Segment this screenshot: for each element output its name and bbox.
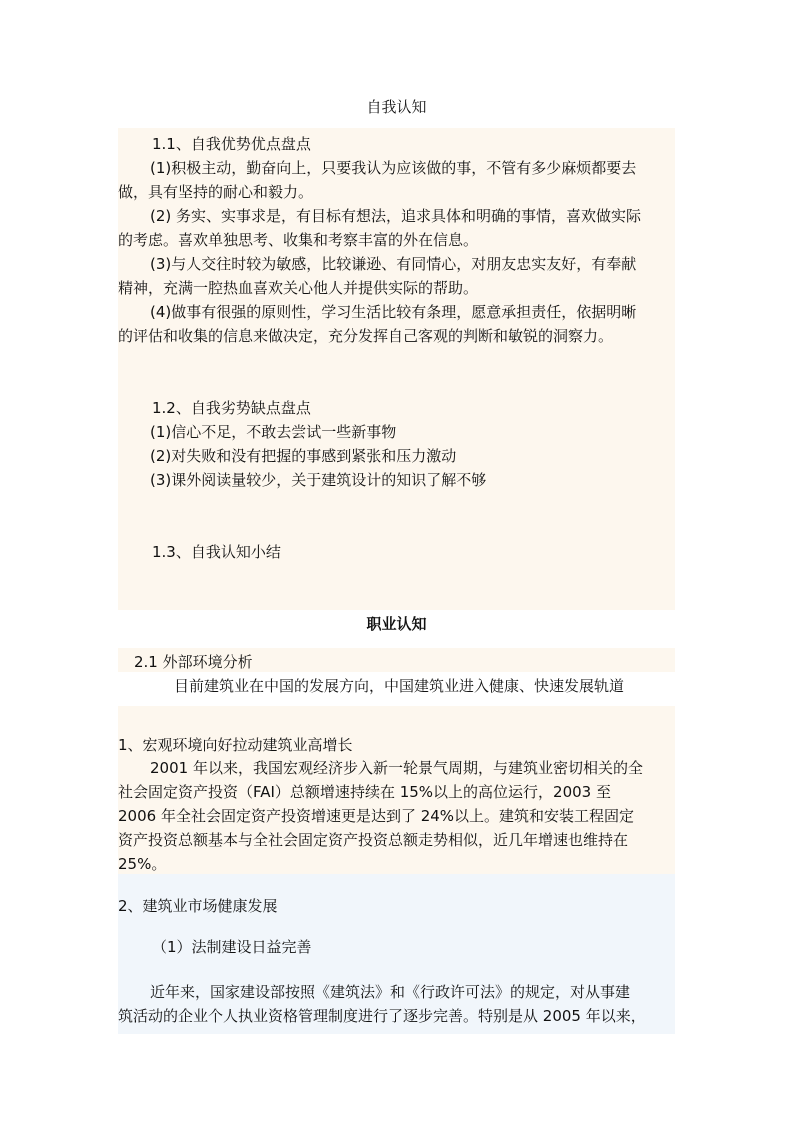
section-title-self-awareness: 自我认知	[366, 98, 427, 116]
macro-paragraph-line: 社会固定资产投资（FAI）总额增速持续在 15%以上的高位运行，2003 至	[118, 783, 611, 801]
macro-paragraph-line: 25%。	[118, 855, 167, 873]
strength-3-line-1: (3)与人交往时较为敏感，比较谦逊、有同情心，对朋友忠实友好，有奉献	[150, 255, 637, 273]
strength-4-line-2: 的评估和收集的信息来做决定，充分发挥自己客观的判断和敏锐的洞察力。	[118, 327, 614, 345]
strengths-heading: 1.1、自我优势优点盘点	[152, 135, 311, 153]
market-development-heading: 2、建筑业市场健康发展	[118, 897, 278, 915]
macro-environment-heading: 1、宏观环境向好拉动建筑业高增长	[118, 736, 353, 754]
weakness-item: (2)对失败和没有把握的事感到紧张和压力激动	[150, 447, 457, 465]
macro-paragraph-line: 资产投资总额基本与全社会固定资产投资总额走势相似，近几年增速也维持在	[118, 831, 629, 849]
macro-paragraph-line: 2006 年全社会固定资产投资增速更是达到了 24%以上。建筑和安装工程固定	[118, 807, 635, 825]
strength-3-line-2: 精神，充满一腔热血喜欢关心他人并提供实际的帮助。	[118, 279, 479, 297]
strength-2-line-2: 的考虑。喜欢单独思考、收集和考察丰富的外在信息。	[118, 231, 479, 249]
legal-paragraph-line: 近年来，国家建设部按照《建筑法》和《行政许可法》的规定，对从事建	[150, 983, 631, 1001]
strength-4-line-1: (4)做事有很强的原则性，学习生活比较有条理，愿意承担责任，依据明晰	[150, 303, 637, 321]
weakness-item: (3)课外阅读量较少，关于建筑设计的知识了解不够	[150, 471, 487, 489]
strength-2-line-1: (2) 务实、实事求是，有目标有想法，追求具体和明确的事情，喜欢做实际	[150, 207, 642, 225]
weakness-item: (1)信心不足，不敢去尝试一些新事物	[150, 423, 397, 441]
strength-1-line-2: 做，具有坚持的耐心和毅力。	[118, 183, 314, 201]
section-title-career-awareness: 职业认知	[366, 615, 427, 633]
external-environment-heading: 2.1 外部环境分析	[134, 653, 253, 671]
macro-paragraph-line: 2001 年以来，我国宏观经济步入新一轮景气周期，与建筑业密切相关的全	[150, 759, 643, 777]
legal-system-subheading: （1）法制建设日益完善	[152, 938, 312, 956]
external-environment-intro: 目前建筑业在中国的发展方向，中国建筑业进入健康、快速发展轨道	[174, 677, 625, 695]
weaknesses-heading: 1.2、自我劣势缺点盘点	[152, 399, 311, 417]
strength-1-line-1: (1)积极主动，勤奋向上，只要我认为应该做的事，不管有多少麻烦都要去	[150, 159, 637, 177]
legal-paragraph-line: 筑活动的企业个人执业资格管理制度进行了逐步完善。特别是从 2005 年以来，	[118, 1007, 646, 1025]
summary-heading: 1.3、自我认知小结	[152, 543, 281, 561]
